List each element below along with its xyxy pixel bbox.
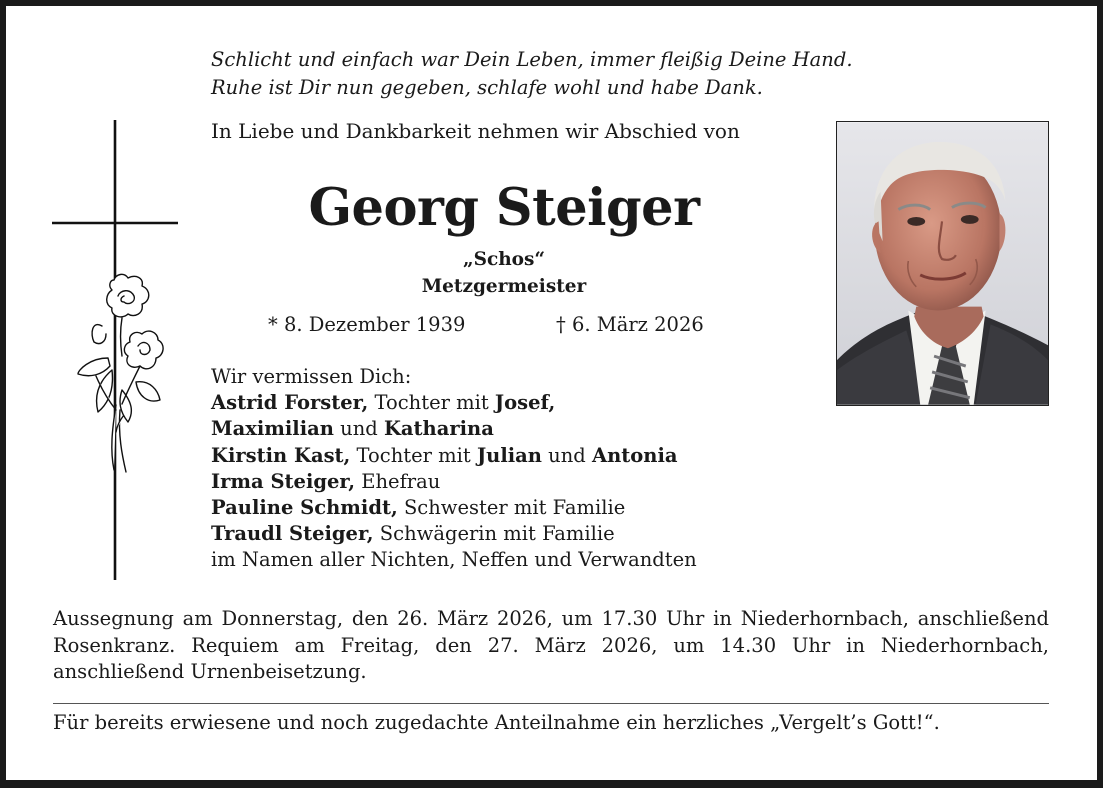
death-date: † 6. März 2026 xyxy=(556,313,704,336)
cross-with-roses-icon xyxy=(50,120,180,582)
mourner-line xyxy=(211,521,697,547)
mourners-closing: im Namen aller Nichten, Neffen und Verwandten xyxy=(211,548,697,572)
intro-text: In Liebe und Dankbarkeit nehmen wir Abschied von xyxy=(211,119,740,143)
poem-line-1: Schlicht und einfach war Dein Leben, immer fleißig Deine Hand. xyxy=(211,48,853,71)
mourner-line xyxy=(211,390,697,416)
mourner-name: Astrid Forster, xyxy=(211,391,369,415)
mourner-name: Antonia xyxy=(591,443,678,467)
mourner-relation: Schwester mit Familie xyxy=(397,496,626,520)
thanks-line: Für bereits erwiesene und noch zugedachte Anteilnahme ein herzliches „Vergelt’s Gott!“. xyxy=(53,711,940,734)
mourner-line xyxy=(211,416,697,442)
mourner-name: Maximilian xyxy=(211,417,334,441)
mourner-relation: und xyxy=(541,443,592,467)
mourner-lines xyxy=(211,390,697,547)
service-details: Aussegnung am Donnerstag, den 26. März 2026, um 17.30 Uhr in Niederhornbach, anschließend Rosenkranz. Requiem am Freitag, den 27. März 2026, um 14.30 Uhr in Niederhornbach, anschließend Urnenbeisetzung. xyxy=(53,607,1049,683)
mourners-list xyxy=(211,364,697,574)
divider xyxy=(53,703,1049,704)
memorial-poem xyxy=(211,46,853,102)
mourner-name: Traudl Steiger, xyxy=(211,522,374,546)
mourner-name: Irma Steiger, xyxy=(211,469,356,493)
mourner-relation: Schwägerin mit Familie xyxy=(373,522,615,546)
mourner-relation: und xyxy=(333,417,384,441)
mourner-name: Pauline Schmidt, xyxy=(211,496,398,520)
mourner-relation: Tochter mit xyxy=(368,391,495,415)
deceased-profession: Metzgermeister xyxy=(421,276,587,297)
portrait-photo xyxy=(836,121,1049,406)
mourner-line xyxy=(211,469,697,495)
deceased-name: Georg Steiger xyxy=(308,178,700,238)
mourners-heading: Wir vermissen Dich: xyxy=(211,365,412,388)
deceased-nickname: „Schos“ xyxy=(462,249,546,270)
mourner-name: Kirstin Kast, xyxy=(211,443,351,467)
mourner-name: Josef, xyxy=(494,391,556,415)
mourner-line xyxy=(211,443,697,469)
birth-date: * 8. Dezember 1939 xyxy=(268,313,466,336)
mourner-relation: Ehefrau xyxy=(355,469,441,493)
mourner-line xyxy=(211,495,697,521)
mourner-name: Julian xyxy=(476,443,542,467)
poem-line-2: Ruhe ist Dir nun gegeben, schlafe wohl und habe Dank. xyxy=(211,76,763,99)
mourner-name: Katharina xyxy=(383,417,494,441)
mourner-relation: Tochter mit xyxy=(350,443,477,467)
